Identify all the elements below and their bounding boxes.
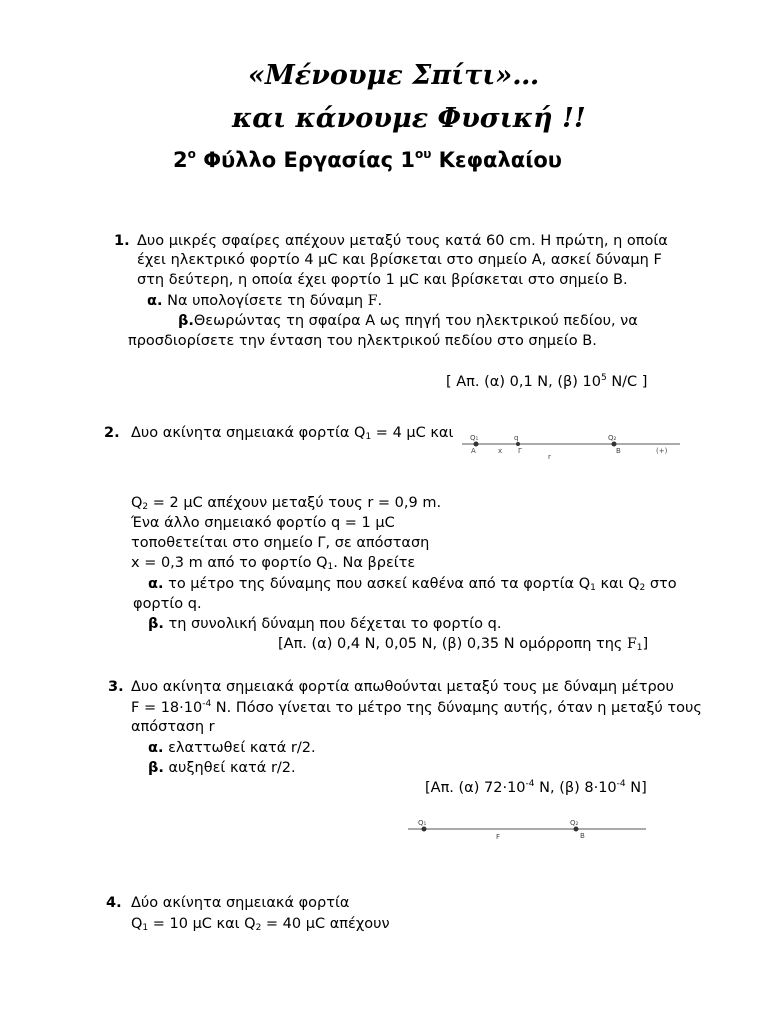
problem-2-diagram	[462, 432, 682, 460]
diagram-label-q2: Q₂	[570, 819, 579, 827]
diagram-label-b: B	[580, 832, 585, 840]
charge-q1-marker	[474, 442, 479, 447]
diagram-label-b: B	[616, 447, 621, 455]
problem-1-part-b-line-2: προσδιορίσετε την ένταση του ηλεκτρικού πεδίου στο σημείο Β.	[128, 333, 597, 349]
worksheet-subtitle: $2^o$ Φύλλο Εργασίας $1^{o\upsilon}$ Κεφαλαίου	[173, 147, 562, 172]
problem-3-answer: [Απ. (α) $72\cdot 10^{-4}$ Ν, (β) $8\cdot 10^{-4}$ Ν]	[425, 779, 647, 796]
problem-2-line-1: Δυο ακίνητα σημειακά φορτία Q1 = 4 μC και	[131, 425, 454, 442]
charge-q2-marker	[574, 827, 579, 832]
problem-1-part-a: α. Να υπολογίσετε τη δύναμη F.	[147, 293, 383, 309]
charge-q2-marker	[612, 442, 617, 447]
problem-4-number: 4.	[106, 895, 122, 911]
problem-3-part-a: α. ελαττωθεί κατά r/2.	[148, 740, 316, 756]
diagram-label-a: A	[471, 447, 476, 455]
diagram-label-q1: Q₁	[418, 819, 427, 827]
problem-2-answer: [Απ. (α) 0,4 Ν, 0,05 Ν, (β) 0,35 Ν ομόρροπη της F1]	[278, 636, 649, 653]
problem-3-line-2: $F = 18\cdot 10^{-4}$ Ν. Πόσο γίνεται το μέτρο της δύναμης αυτής, όταν η μεταξύ τους	[131, 699, 702, 716]
problem-3-line-1: Δυο ακίνητα σημειακά φορτία απωθούνται μεταξύ τους με δύναμη μέτρου	[131, 679, 674, 695]
problem-4-line-1: Δύο ακίνητα σημειακά φορτία	[131, 895, 350, 911]
problem-2-line-3: Ένα άλλο σημειακό φορτίο q = 1 μC	[131, 515, 395, 531]
problem-2-part-a: α. το μέτρο της δύναμης που ασκεί καθένα από τα φορτία Q1 και Q2 στο	[148, 576, 677, 593]
problem-2-line-4: τοποθετείται στο σημείο Γ, σε απόσταση	[131, 535, 430, 551]
problem-2-line-2: Q2 = 2 μC απέχουν μεταξύ τους r = 0,9 m.	[131, 495, 442, 512]
diagram-label-q2: Q₂	[608, 434, 617, 442]
problem-2-number: 2.	[104, 425, 120, 441]
problem-2-line-5: x = 0,3 m από το φορτίο Q1. Να βρείτε	[131, 555, 416, 572]
problem-1-line-1: Δυο μικρές σφαίρες απέχουν μεταξύ τους κατά 60 cm. Η πρώτη, η οποία	[137, 233, 668, 249]
problem-2-part-a-line-2: φορτίο q.	[133, 596, 202, 612]
problem-4-line-2: Q1 = 10 μC και Q2 = 40 μC απέχουν	[131, 916, 390, 933]
problem-3-diagram	[408, 818, 648, 842]
diagram-label-x: x	[498, 447, 503, 455]
problem-1-answer: [ Απ. (α) 0,1 Ν, (β) $10^5$ N/C ]	[446, 373, 648, 390]
charge-q1-marker	[422, 827, 427, 832]
problem-3-line-3: απόσταση r	[131, 719, 215, 735]
problem-3-part-b: β. αυξηθεί κατά r/2.	[148, 760, 296, 776]
charge-q-marker	[516, 442, 520, 446]
problem-1-line-3: στη δεύτερη, η οποία έχει φορτίο 1 μC και βρίσκεται στο σημείο Β.	[137, 272, 628, 288]
title-line-1: «Μένουμε Σπίτι»…	[248, 60, 540, 91]
diagram-label-gamma: Γ	[518, 447, 522, 455]
problem-1-line-2: έχει ηλεκτρικό φορτίο 4 μC και βρίσκεται στο σημείο Α, ασκεί δύναμη F	[137, 252, 662, 268]
problem-1-part-b: β.Θεωρώντας τη σφαίρα Α ως πηγή του ηλεκτρικού πεδίου, να	[178, 313, 638, 329]
diagram-label-f: F	[496, 833, 501, 841]
problem-1-number: 1.	[114, 233, 130, 249]
title-line-2: και κάνουμε Φυσική !!	[232, 103, 586, 134]
diagram-label-q: q	[514, 434, 519, 442]
diagram-label-q1: Q₁	[470, 434, 479, 442]
diagram-label-plus: (+)	[656, 447, 668, 455]
problem-3-number: 3.	[108, 679, 124, 695]
diagram-label-r: r	[548, 453, 551, 460]
problem-2-part-b: β. τη συνολική δύναμη που δέχεται το φορτίο q.	[148, 616, 502, 632]
